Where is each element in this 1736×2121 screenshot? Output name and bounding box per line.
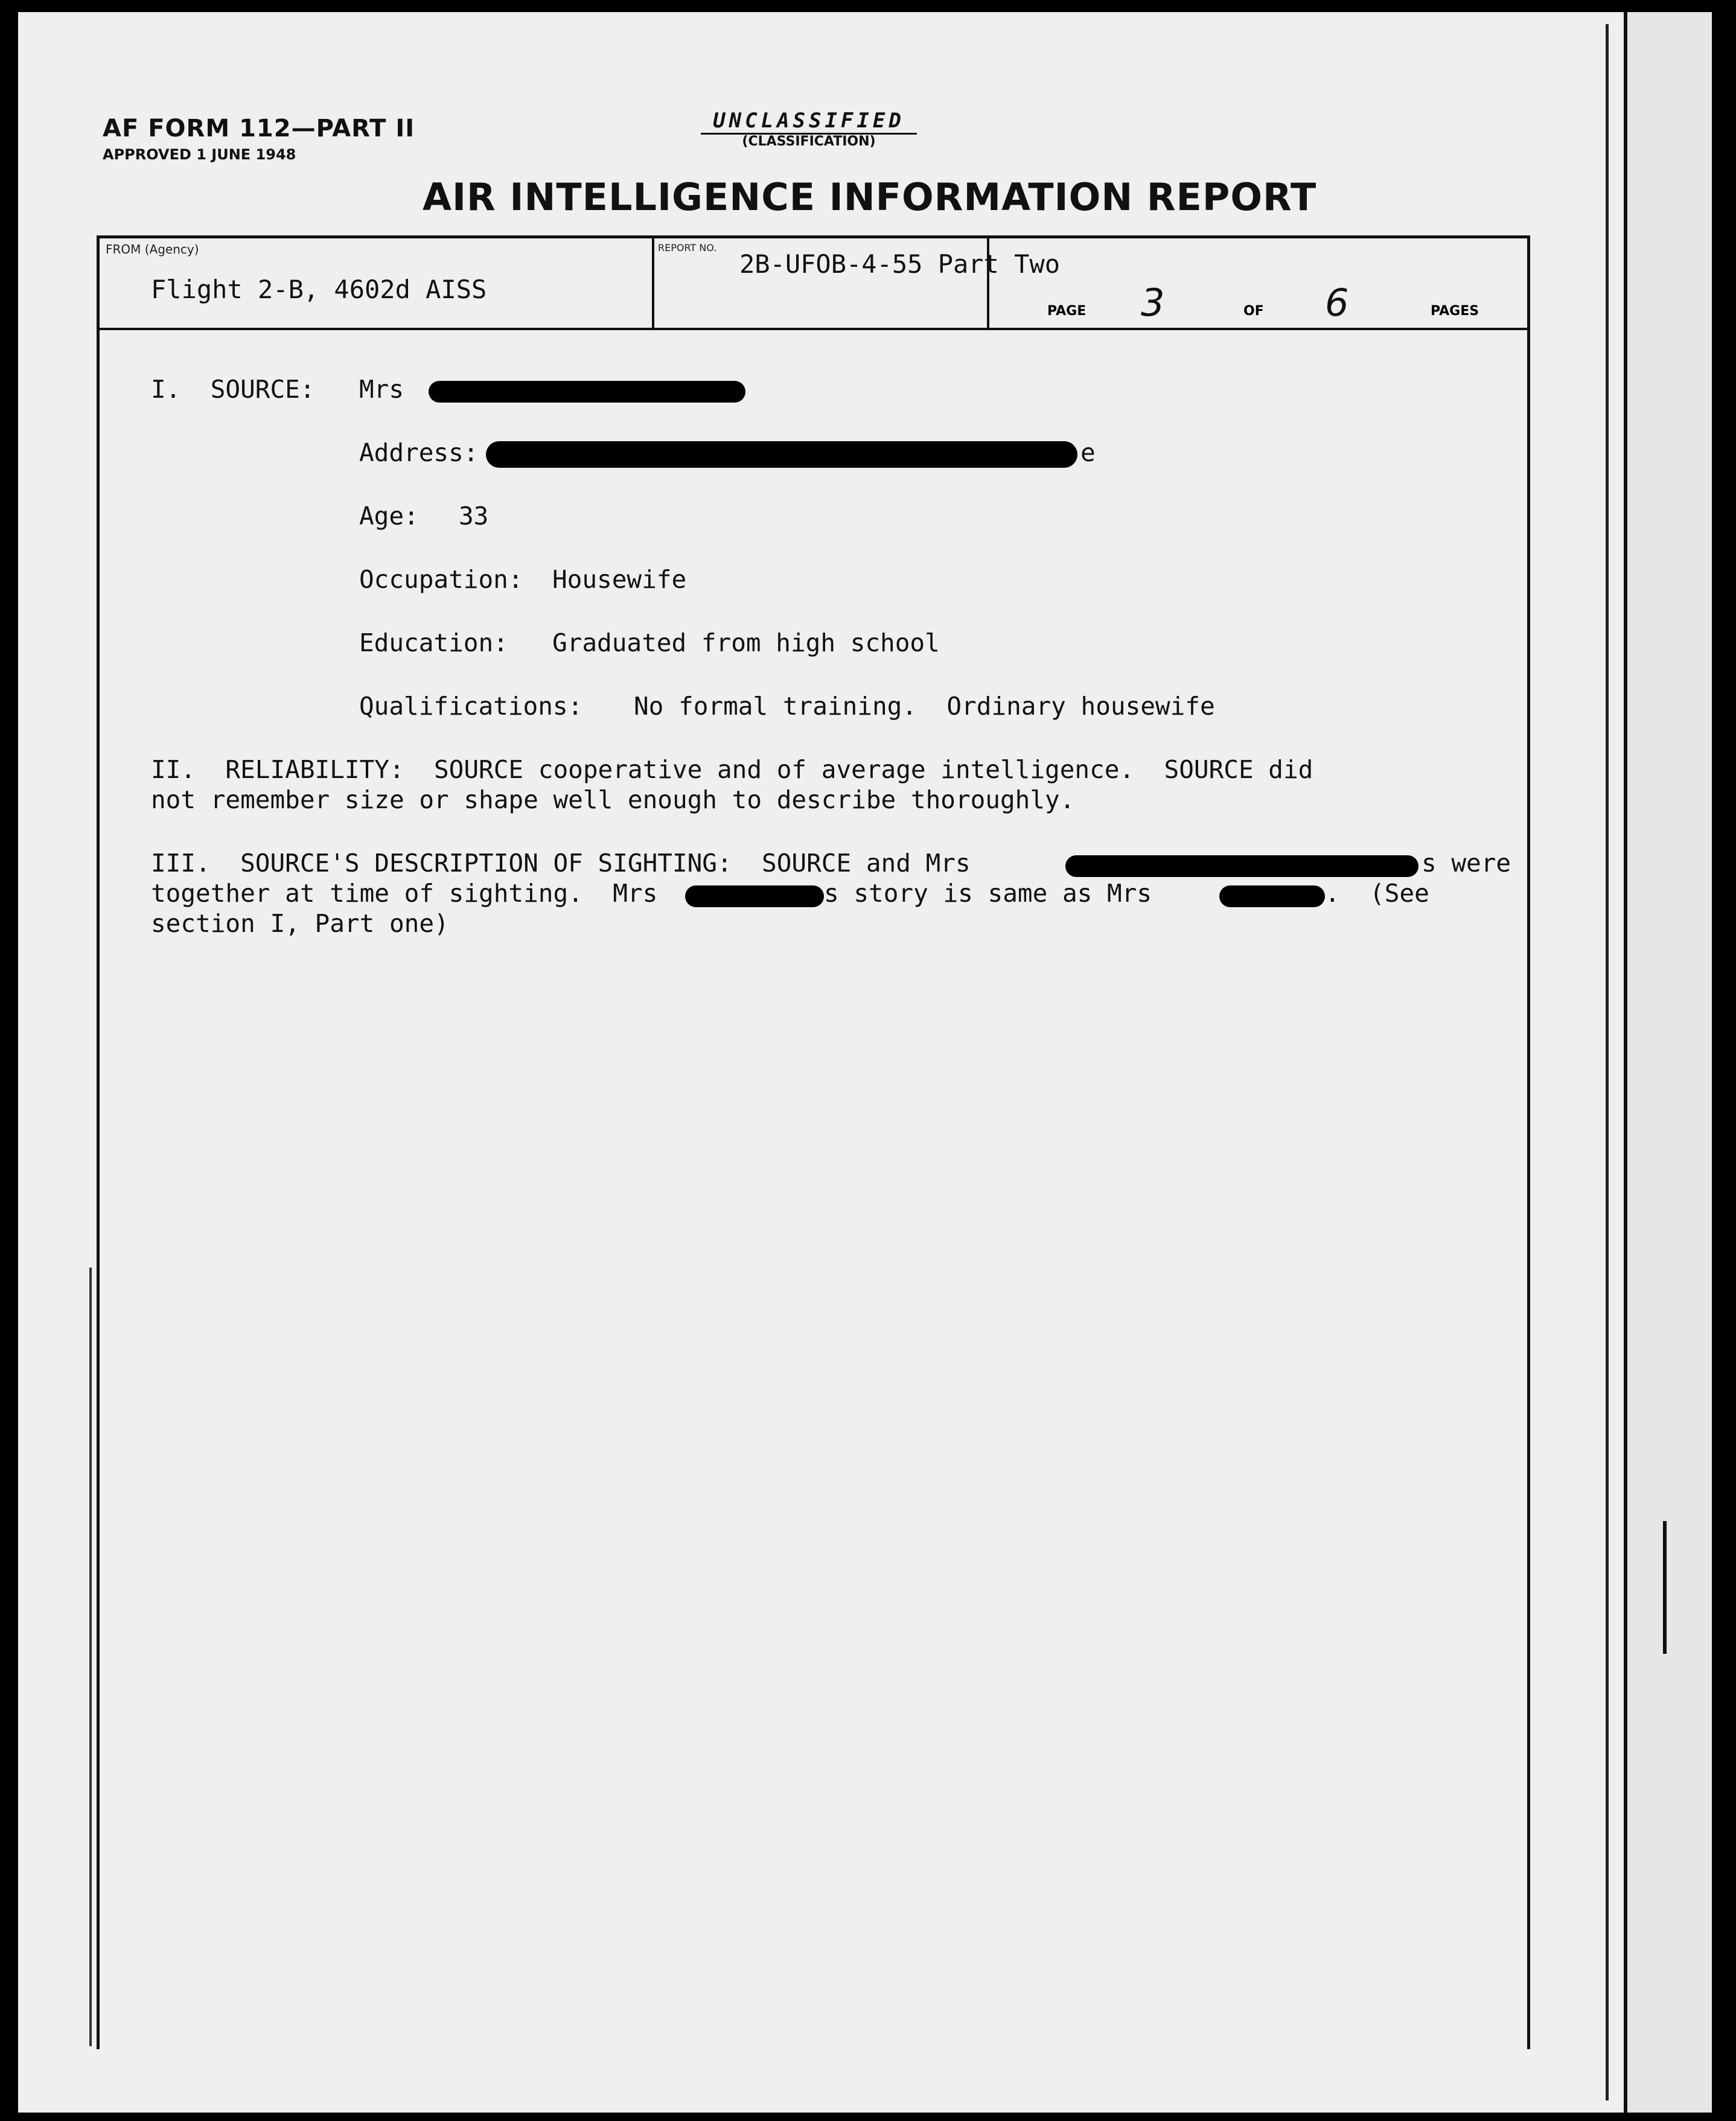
address-tail: e: [1080, 438, 1096, 467]
occupation-label: Occupation:: [359, 565, 523, 594]
header-divider: [652, 238, 654, 328]
pages-label: PAGES: [1431, 304, 1479, 319]
scan-line: [89, 1268, 92, 2046]
page-mark: [1663, 1521, 1667, 1654]
of-label: OF: [1243, 304, 1264, 319]
redaction-bar: [685, 885, 824, 907]
page-label: PAGE: [1047, 304, 1087, 319]
classification-block: [652, 109, 966, 149]
from-label: FROM (Agency): [106, 242, 199, 257]
report-no-label: REPORT NO.: [658, 242, 717, 254]
form-id: AF FORM 112—PART II: [103, 115, 415, 142]
reliability-line: II. RELIABILITY: SOURCE cooperative and of average intelligence. SOURCE did: [151, 755, 1313, 784]
total-pages: 6: [1325, 281, 1349, 325]
description-line: s were: [1422, 849, 1511, 878]
description-line: section I, Part one): [151, 909, 449, 938]
address-label: Address:: [359, 438, 479, 467]
description-line: together at time of sighting. Mrs: [151, 879, 658, 908]
education-value: Graduated from high school: [552, 628, 940, 657]
age-label: Age:: [359, 502, 419, 531]
redaction-bar: [1219, 885, 1325, 907]
qualifications-label: Qualifications:: [359, 692, 583, 721]
source-name-label: Mrs: [359, 375, 404, 404]
occupation-value: Housewife: [552, 565, 687, 594]
form-header-row: [100, 238, 1527, 330]
classification-value: UNCLASSIFIED: [701, 109, 917, 135]
qualifications-value: No formal training. Ordinary housewife: [634, 692, 1215, 721]
description-line: s story is same as Mrs: [824, 879, 1152, 908]
page-fold-line: [1606, 24, 1609, 2100]
adjacent-page-edge: [1624, 12, 1712, 2113]
form-frame: [97, 235, 1530, 2049]
education-label: Education:: [359, 628, 508, 657]
classification-label: (CLASSIFICATION): [742, 134, 876, 149]
description-line: III. SOURCE'S DESCRIPTION OF SIGHTING: SOURCE and Mrs: [151, 849, 971, 878]
age-value: 33: [459, 502, 489, 531]
from-value: Flight 2-B, 4602d AISS: [151, 275, 487, 304]
approval-date: APPROVED 1 JUNE 1948: [103, 146, 296, 163]
redaction-bar: [486, 441, 1077, 468]
form-header-left: [103, 115, 415, 163]
page-number: 3: [1141, 281, 1165, 325]
report-no-value: 2B-UFOB-4-55 Part Two: [739, 249, 1061, 279]
report-title: AIR INTELLIGENCE INFORMATION REPORT: [423, 175, 1317, 219]
redaction-bar: [1065, 855, 1418, 877]
reliability-line: not remember size or shape well enough to describe thoroughly.: [151, 785, 1075, 814]
description-line: . (See: [1325, 879, 1429, 908]
source-heading: I. SOURCE:: [151, 375, 315, 404]
redaction-bar: [429, 381, 745, 403]
